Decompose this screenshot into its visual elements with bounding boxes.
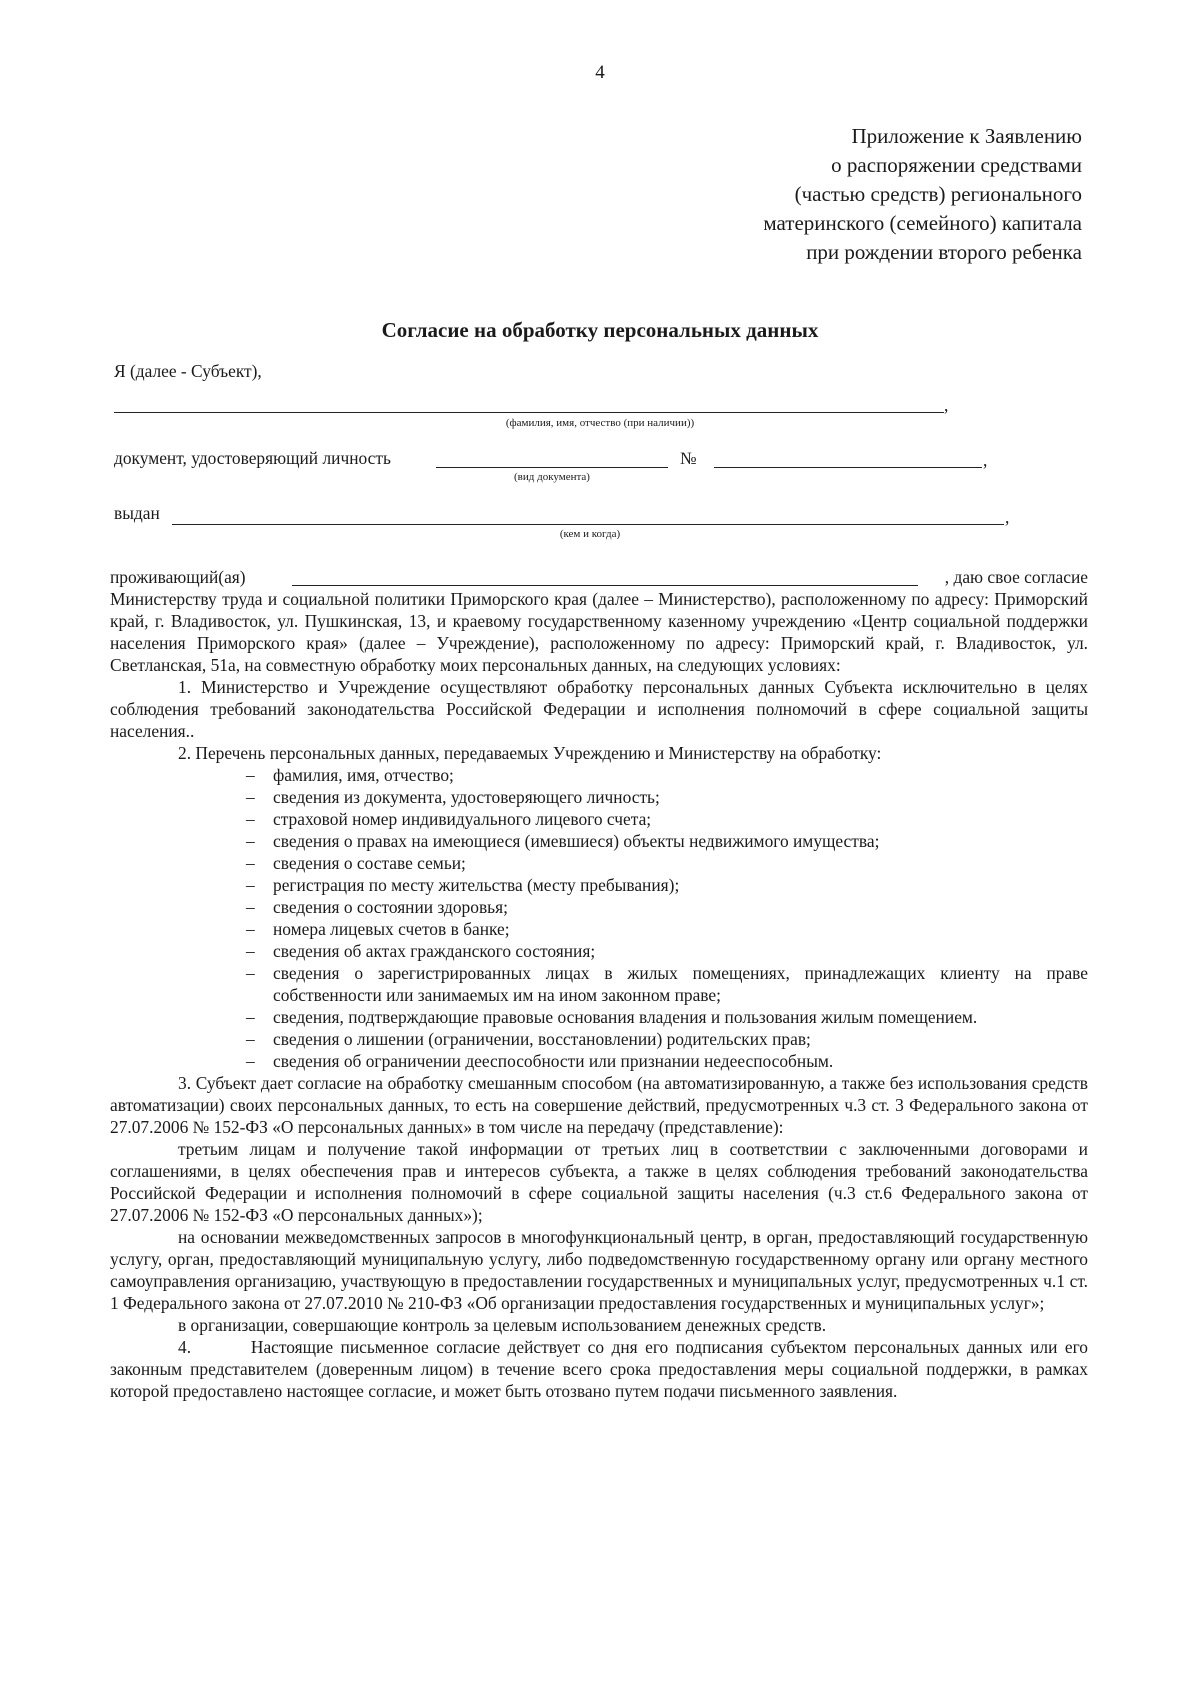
list-item: [246, 1028, 1088, 1050]
issued-label: выдан: [114, 503, 160, 523]
paragraph-2: 2. Перечень персональных данных, передаваемых Учреждению и Министерству на обработку:: [178, 743, 882, 763]
appendix-line: при рождении второго ребенка: [806, 240, 1082, 264]
paragraph-3c: в организации, совершающие контроль за целевым использованием денежных средств.: [178, 1315, 827, 1335]
consent-tail: , даю свое согласие: [944, 567, 1088, 587]
list-item: [246, 852, 1088, 874]
list-item: [246, 1006, 1088, 1028]
doc-comma: ,: [983, 450, 988, 470]
doc-label: документ, удостоверяющий личность: [114, 448, 391, 468]
consent-body: [110, 567, 1093, 1402]
list-item-text: сведения о состоянии здоровья;: [273, 897, 508, 917]
list-item: [246, 808, 1088, 830]
dash: –: [246, 963, 255, 983]
residing-line: [110, 566, 1088, 588]
personal-data-list: [110, 764, 1088, 1072]
list-item: [246, 896, 1088, 918]
list-item: [246, 918, 1088, 940]
dash: –: [246, 787, 255, 807]
list-item: [246, 1050, 1088, 1072]
issued-caption: (кем и когда): [559, 528, 621, 540]
doc-type-field[interactable]: [436, 467, 668, 468]
paragraph-3: 3. Субъект дает согласие на обработку смешанным способом (на автоматизированную, а также без использования средств автоматизации) своих персональных данных, то есть на совершение действий, предусмотренных ч.3 ст. 3 Федерального закона от 27.07.2006 № 152-ФЗ «О персональных данных» в том числе на передачу (представление):: [110, 1073, 1088, 1137]
paragraph-1: 1. Министерство и Учреждение осуществляют обработку персональных данных Субъекта исключительно в целях соблюдения требований законодательства Российской Федерации и исполнения полномочий в сфере социальной защиты населения..: [110, 677, 1088, 741]
dash: –: [246, 1007, 255, 1027]
residing-label: проживающий(ая): [110, 567, 246, 587]
list-item: [246, 962, 1088, 1006]
list-item-text: сведения, подтверждающие правовые основания владения и пользования жилым помещением.: [273, 1007, 978, 1027]
list-item-text: сведения о правах на имеющиеся (имевшиеся) объекты недвижимого имущества;: [273, 831, 880, 851]
appendix-line: материнского (семейного) капитала: [763, 211, 1082, 235]
dash: –: [246, 809, 255, 829]
doc-type-caption: (вид документа): [514, 471, 590, 483]
appendix-line: о распоряжении средствами: [831, 153, 1082, 177]
list-item-text: регистрация по месту жительства (месту пребывания);: [273, 875, 680, 895]
page-number: 4: [595, 62, 605, 83]
dash: –: [246, 897, 255, 917]
dash: –: [246, 941, 255, 961]
issued-comma: ,: [1005, 507, 1010, 527]
document-title: Согласие на обработку персональных данных: [381, 318, 819, 342]
appendix-line: Приложение к Заявлению: [851, 124, 1082, 148]
doc-number-field[interactable]: [714, 467, 982, 468]
paragraph-4: 4. Настоящие письменное согласие действует со дня его подписания субъектом персональных данных или его законным представителем (доверенным лицом) в течение всего срока предоставления меры социальной поддержки, в рамках которой предоставлено настоящее согласие, и может быть отозвано путем подачи письменного заявления.: [110, 1337, 1093, 1401]
list-item: [246, 874, 1088, 896]
dash: –: [246, 919, 255, 939]
list-item: [246, 830, 1088, 852]
list-item: [246, 940, 1088, 962]
list-item-text: сведения о составе семьи;: [273, 853, 466, 873]
intro-paragraph: Министерству труда и социальной политики Приморского края (далее – Министерство), расположенному по адресу: Приморский край, г. Владивосток, ул. Пушкинская, 13, и краевому государственному казенному учреждению «Центр социальной поддержки населения Приморского края» (далее – Учреждение), расположенному по адресу: Приморский край, г. Владивосток, ул. Светланская, 51а, на совместную обработку моих персональных данных, на следующих условиях:: [110, 589, 1088, 675]
dash: –: [246, 1029, 255, 1049]
list-item: [246, 764, 1088, 786]
list-item-text: сведения из документа, удостоверяющего личность;: [273, 787, 660, 807]
paragraph-3b: на основании межведомственных запросов в многофункциональный центр, в орган, предоставляющий государственную услугу, орган, предоставляющий муниципальную услугу, либо подведомственную государственному органу или органу местного самоуправления организацию, участвующую в предоставлении государственных и муниципальных услуг, предусмотренных ч.1 ст. 1 Федерального закона от 27.07.2010 № 210-ФЗ «Об организации предоставления государственных и муниципальных услуг»;: [110, 1227, 1088, 1313]
list-item-text: страховой номер индивидуального лицевого счета;: [273, 809, 652, 829]
appendix-line: (частью средств) регионального: [794, 182, 1082, 206]
residing-field[interactable]: [292, 585, 918, 586]
issued-field[interactable]: [172, 524, 1004, 525]
list-item-text: номера лицевых счетов в банке;: [273, 919, 510, 939]
appendix-header: [763, 122, 1082, 267]
list-item-text: сведения об ограничении дееспособности или признании недееспособным.: [273, 1051, 834, 1071]
list-item-text: сведения о зарегистрированных лицах в жилых помещениях, принадлежащих клиенту на праве собственности или занимаемых им на ином законном праве;: [273, 963, 1088, 1005]
dash: –: [246, 875, 255, 895]
dash: –: [246, 853, 255, 873]
subject-label: Я (далее - Субъект),: [114, 361, 262, 381]
list-item-text: фамилия, имя, отчество;: [273, 765, 454, 785]
list-item-text: сведения об актах гражданского состояния;: [273, 941, 596, 961]
list-item: [246, 786, 1088, 808]
fio-field[interactable]: [114, 412, 944, 413]
dash: –: [246, 765, 255, 785]
paragraph-3a: третьим лицам и получение такой информации от третьих лиц в соответствии с заключенными договорами и соглашениями, в целях обеспечения прав и интересов субъекта, а также в целях соблюдения требований законодательства Российской Федерации и исполнения полномочий в сфере социальной защиты населения (ч.3 ст.6 Федерального закона от 27.07.2006 № 152-ФЗ «О персональных данных»);: [110, 1139, 1088, 1225]
dash: –: [246, 831, 255, 851]
fio-caption: (фамилия, имя, отчество (при наличии)): [505, 417, 695, 429]
fio-comma: ,: [944, 395, 949, 415]
dash: –: [246, 1051, 255, 1071]
list-item-text: сведения о лишении (ограничении, восстановлении) родительских прав;: [273, 1029, 811, 1049]
number-sign: №: [680, 448, 697, 468]
